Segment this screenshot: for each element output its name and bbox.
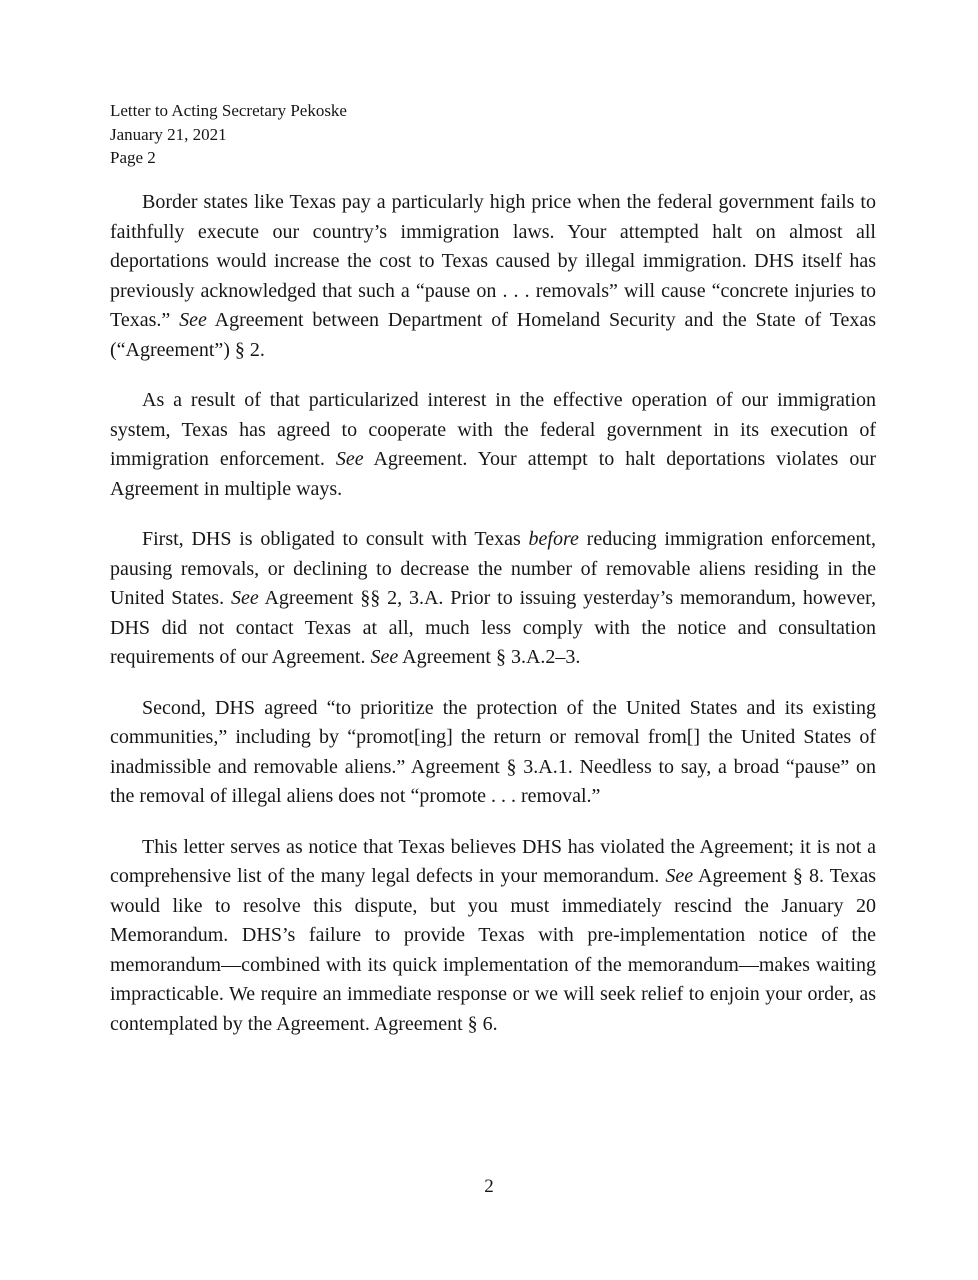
paragraph	[110, 188, 876, 365]
page-number: 2	[484, 1176, 494, 1197]
text-run: Agreement. Your attempt to halt deportations violates our Agreement in multiple ways.	[110, 448, 876, 500]
text-run: Agreement § 8. Texas would like to resolve this dispute, but you must immediately rescind the January 20 Memorandum. DHS’s failure to provide Texas with pre-implementation notice of the memorandum—combined with its quick implementation of the memorandum—makes waiting impracticable. We require an immediate response or we will seek relief to enjoin your order, as contemplated by the Agreement. Agreement § 6.	[110, 865, 877, 1035]
letter-header	[110, 99, 347, 170]
text-run: Second, DHS agreed “to prioritize the protection of the United States and its existing communities,” including by “promot[ing] the return or removal from[] the United States of inadmissible and removable aliens.” Agreement § 3.A.1. Needless to say, a broad “pause” on the removal of illegal aliens does not “promote . . . removal.”	[110, 696, 876, 807]
letter-body	[110, 188, 876, 1060]
italic-run: See	[370, 646, 399, 668]
letter-footer	[0, 1176, 978, 1198]
text-run: Border states like Texas pay a particularly high price when the federal government fails to faithfully execute our country’s immigration laws. Your attempted halt on almost all deportations would increase the cost to Texas caused by illegal immigration. DHS itself has previously acknowledged that such a “pause on . . . removals” will cause “concrete injuries to Texas.”	[110, 191, 876, 331]
paragraph	[110, 386, 876, 504]
header-recipient-line: Letter to Acting Secretary Pekoske	[110, 101, 347, 120]
text-run: As a result of that particularized interest in the effective operation of our immigration system, Texas has agreed to cooperate with the federal government in its execution of immigration enforcement.	[110, 389, 876, 470]
text-run: First, DHS is obligated to consult with Texas	[142, 528, 529, 550]
italic-run: See	[230, 587, 259, 609]
text-run: Agreement between Department of Homeland Security and the State of Texas (“Agreement”) § 2.	[110, 309, 877, 361]
paragraph	[110, 694, 876, 812]
paragraph	[110, 525, 876, 673]
italic-run: See	[179, 309, 207, 331]
text-run: Agreement § 3.A.2–3.	[398, 646, 581, 668]
header-date-line: January 21, 2021	[110, 124, 227, 144]
text-run: This letter serves as notice that Texas believes DHS has violated the Agreement; it is not a comprehensive list of the many legal defects in your memorandum.	[110, 835, 876, 887]
italic-run: See	[335, 448, 364, 470]
text-run: Agreement §§ 2, 3.A. Prior to issuing yesterday’s memorandum, however, DHS did not contact Texas at all, much less comply with the notice and consultation requirements of our Agreement.	[110, 587, 876, 668]
italic-run: before	[528, 528, 579, 550]
paragraph	[110, 833, 876, 1040]
italic-run: See	[665, 865, 694, 887]
header-page-line: Page 2	[110, 148, 156, 167]
text-run: reducing immigration enforcement, pausing removals, or declining to decrease the number of removable aliens residing in the United States.	[110, 528, 876, 609]
